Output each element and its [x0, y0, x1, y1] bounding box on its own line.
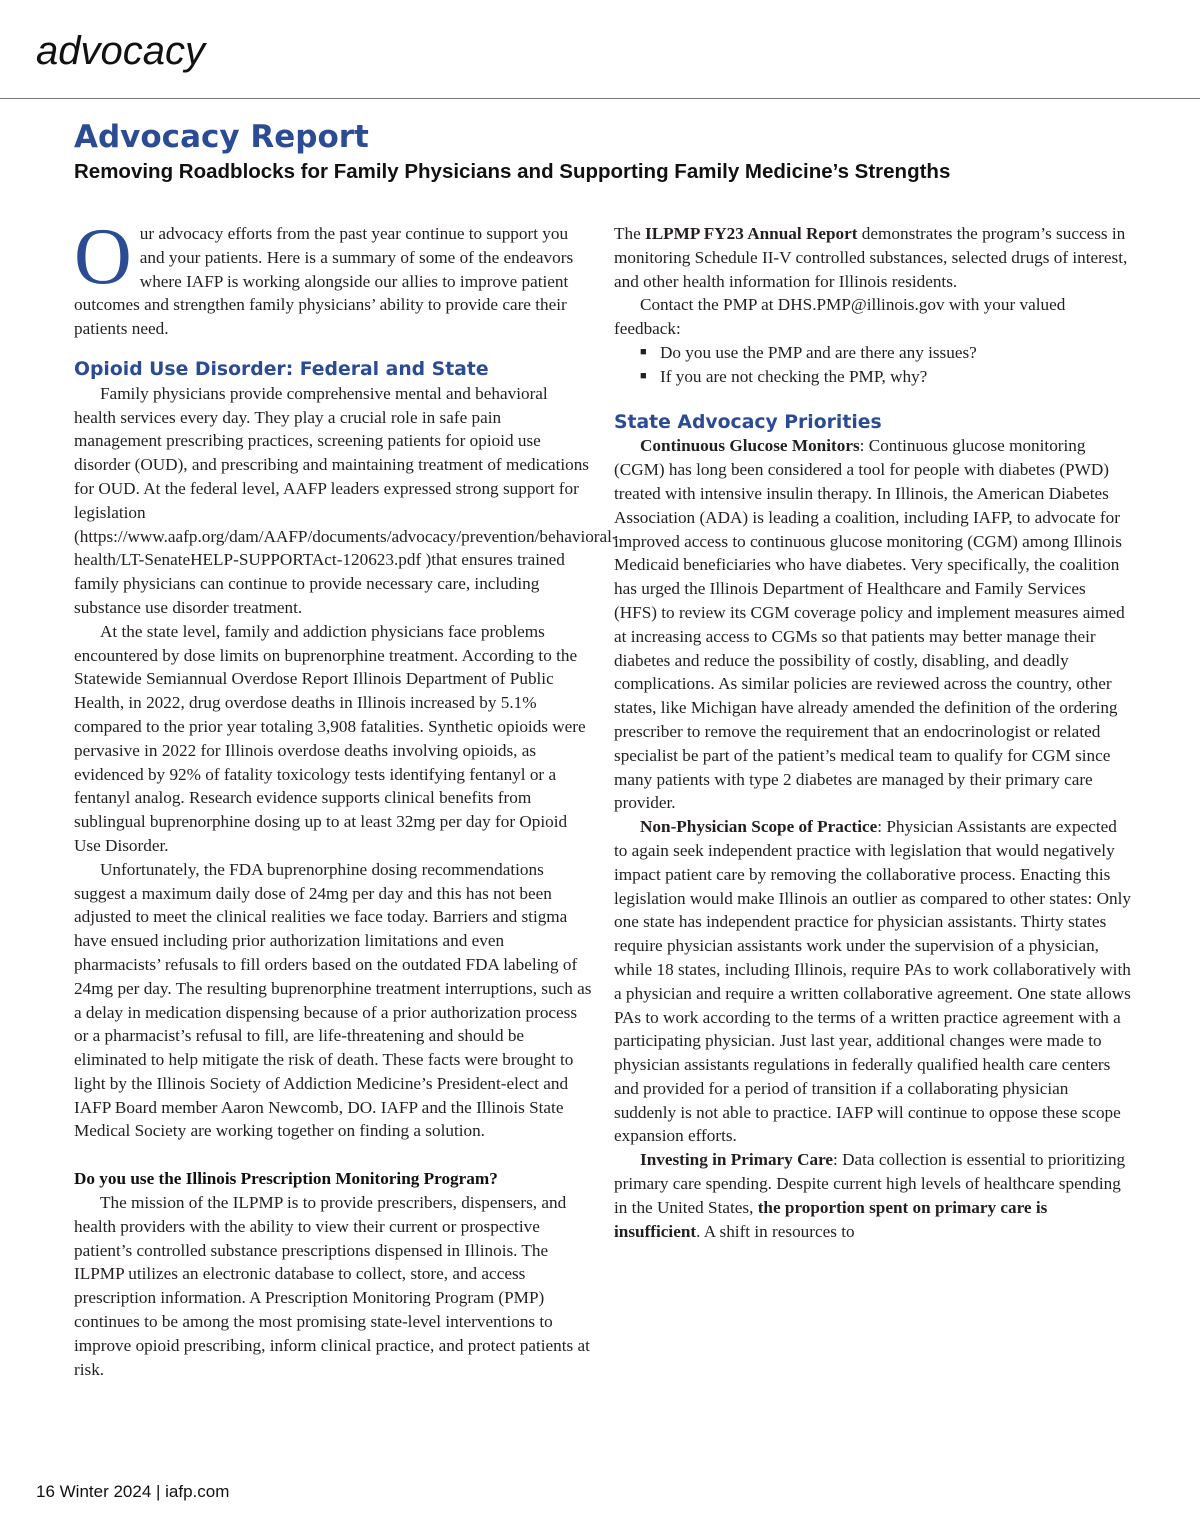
pmp-paragraph-2: Contact the PMP at DHS.PMP@illinois.gov with your valued feedback:: [614, 295, 1066, 339]
square-bullet-icon: ■: [640, 369, 647, 382]
cgm-paragraph: [614, 434, 1132, 815]
scope-label: Non-Physician Scope of Practice: [640, 817, 878, 837]
scope-paragraph: [614, 815, 1132, 1148]
page-footer: 16 Winter 2024 | iafp.com: [36, 1482, 230, 1501]
intro-text: ur advocacy efforts from the past year continue to support you and your patients. Here is a summary of some of the endeavors where IAFP is working alongside our allies to improve patient outcomes and strengthen family physicians’ ability to provide care their patients need.: [74, 224, 574, 339]
drop-cap: O: [74, 213, 132, 301]
pmp-question-list: [614, 341, 1132, 389]
pmp-report-paragraph: [614, 222, 1132, 293]
intro-paragraph: [74, 213, 592, 341]
invest-paragraph: [614, 1148, 1132, 1243]
square-bullet-icon: ■: [640, 345, 647, 358]
section-tag: advocacy: [36, 29, 205, 73]
header-rule: [0, 98, 1200, 99]
pmp-heading: Do you use the Illinois Prescription Monitoring Program?: [74, 1169, 498, 1189]
list-item-text: Do you use the PMP and are there any issues?: [660, 342, 977, 362]
invest-text: : Data collection is essential to prioritizing primary care spending. Despite current high levels of healthcare spending in the United States,: [614, 1150, 1126, 1217]
pmp-report-title: ILPMP FY23 Annual Report: [645, 224, 858, 243]
right-column: [614, 222, 1132, 1243]
article-title: Advocacy Report: [74, 119, 369, 155]
opioid-heading: Opioid Use Disorder: Federal and State: [74, 358, 489, 380]
list-item: [614, 341, 1132, 365]
left-column: [74, 213, 618, 1381]
pmp-report-text: demonstrates the program’s success in monitoring Schedule II-V controlled substances, selected drugs of interest, and other health information for Illinois residents.: [614, 224, 1128, 291]
list-item: [614, 365, 1132, 389]
state-priorities-heading: State Advocacy Priorities: [614, 411, 882, 433]
pmp-paragraph-1: The mission of the ILPMP is to provide prescribers, dispensers, and health providers with the ability to view their current or prospective patient’s controlled substance prescriptions dispensed in Illinois. The ILPMP utilizes an electronic database to collect, store, and access prescription information. A Prescription Monitoring Program (PMP) continues to be among the most promising state-level interventions to improve opioid prescribing, inform clinical practice, and protect patients at risk.: [74, 1193, 590, 1379]
opioid-paragraph-3: Unfortunately, the FDA buprenorphine dosing recommendations suggest a maximum daily dose of 24mg per day and this has not been adjusted to meet the clinical realities we face today. Barriers and stigma have ensued including prior authorization limitations and even pharmacists’ refusals to fill orders based on the outdated FDA labeling of 24mg per day. The resulting buprenorphine treatment interruptions, such as a delay in medication dispensing because of a prior authorization process or a pharmacist’s refusal to fill, are life-threatening and should be eliminated to help mitigate the risk of death. These facts were brought to light by the Illinois Society of Addiction Medicine’s President-elect and IAFP Board member Aaron Newcomb, DO. IAFP and the Illinois State Medical Society are working together on finding a solution.: [74, 859, 592, 1141]
pmp-report-lead: The: [614, 224, 646, 243]
article-subtitle: Removing Roadblocks for Family Physicians and Supporting Family Medicine’s Strengths: [74, 160, 951, 183]
opioid-paragraph-2: At the state level, family and addiction physicians face problems encountered by dose limits on buprenorphine treatment. According to the Statewide Semiannual Overdose Report Illinois Department of Public Health, in 2022, drug overdose deaths in Illinois increased by 5.1% compared to the prior year totaling 3,908 fatalities. Synthetic opioids were pervasive in 2022 for Illinois overdose deaths involving opioids, as evidenced by 92% of fatality toxicology tests identifying fentanyl or a fentanyl analog. Research evidence supports clinical benefits from sublingual buprenorphine dosing up to at least 32mg per day for Opioid Use Disorder.: [74, 621, 586, 855]
scope-text: : Physician Assistants are expected to again seek independent practice with legislation that would negatively impact patient care by removing the collaborative process. Enacting this legislation would make Illinois an outlier as compared to other states: Only one state has independent practice for physician assistants. Thirty states require physician assistants work under the supervision of a physician, while 18 states, including Illinois, require PAs to work collaboratively with a physician and require a written collaborative agreement. One state allows PAs to work according to the terms of a written practice agreement with a participating physician. Just last year, additional changes were made to physician assistants regulations in federally qualified health care centers and provided for a period of transition if a collaborating physician suddenly is not able to practice. IAFP will continue to oppose these scope expansion efforts.: [614, 817, 1131, 1146]
list-item-text: If you are not checking the PMP, why?: [660, 366, 928, 386]
invest-emphasis: the proportion spent on primary care is insufficient: [614, 1197, 1048, 1241]
invest-label: Investing in Primary Care: [640, 1150, 834, 1170]
cgm-label: Continuous Glucose Monitors: [640, 436, 860, 456]
cgm-text: : Continuous glucose monitoring (CGM) has long been considered a tool for people with diabetes (PWD) treated with intensive insulin therapy. In Illinois, the American Diabetes Association (ADA) is leading a coalition, including IAFP, to advocate for improved access to continuous glucose monitoring (CGM) among Illinois Medicaid beneficiaries who have diabetes. Very specifically, the coalition has urged the Illinois Department of Healthcare and Family Services (HFS) to review its CGM coverage policy and implement measures aimed at increasing access to CGMs so that patients may better manage their diabetes and reduce the possibility of costly, disabling, and deadly complications. As similar policies are reviewed across the country, other states, like Michigan have already amended the definition of the ordering prescriber to remove the requirement that an endocrinologist or related specialist be part of the patient’s medical team to qualify for CGM since many patients with type 2 diabetes are managed by their primary care provider.: [614, 436, 1125, 813]
opioid-paragraph-1: Family physicians provide comprehensive mental and behavioral health services every day. They play a crucial role in safe pain management prescribing practices, screening patients for opioid use disorder (OUD), and prescribing and maintaining treatment of medications for OUD. At the federal level, AAFP leaders expressed strong support for legislation (https://www.aafp.org/dam/AAFP/documents/advocacy/prevention/behavioral-health/LT-SenateHELP-SUPPORTAct-120623.pdf )that ensures trained family physicians can continue to provide necessary care, including substance use disorder treatment.: [74, 383, 618, 617]
invest-tail: . A shift in resources to: [696, 1221, 855, 1241]
